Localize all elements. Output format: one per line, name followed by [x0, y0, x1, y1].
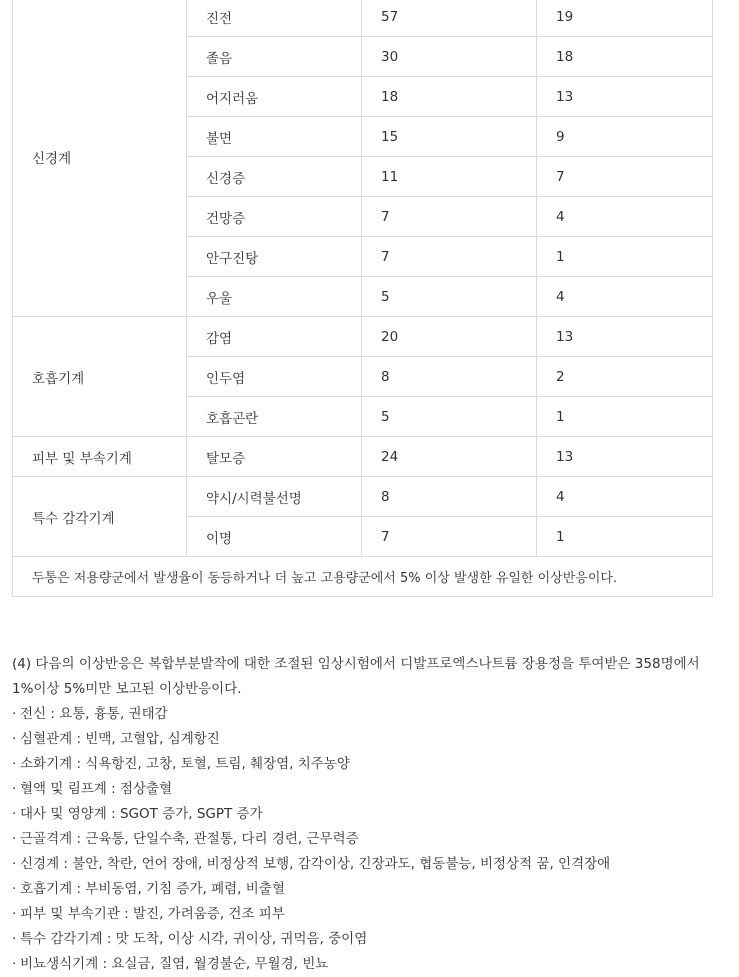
system-cell: 신경계 — [13, 0, 187, 317]
bullet-mark: · — [12, 706, 17, 722]
section-4-intro-line-2: 1%이상 5%미만 보고된 이상반응이다. — [12, 681, 242, 697]
event-cell: 인두염 — [187, 357, 362, 397]
event-cell: 안구진탕 — [187, 237, 362, 277]
bullet-mark: · — [12, 956, 17, 972]
list-item — [12, 927, 732, 952]
high-dose-count-cell: 5 — [362, 277, 537, 317]
table-footnote: 두통은 저용량군에서 발생율이 동등하거나 더 높고 고용량군에서 5% 이상 발생한 유일한 이상반응이다. — [13, 557, 713, 597]
list-item — [12, 827, 732, 852]
high-dose-count-cell: 8 — [362, 477, 537, 517]
event-cell: 감염 — [187, 317, 362, 357]
list-item-text: 피부 및 부속기관 : 발진, 가려움증, 건조 피부 — [20, 906, 285, 922]
event-cell: 약시/시력불선명 — [187, 477, 362, 517]
bullet-mark: · — [12, 756, 17, 772]
list-item-text: 소화기계 : 식욕항진, 고창, 토혈, 트림, 췌장염, 치주농양 — [20, 756, 350, 772]
high-dose-count-cell: 24 — [362, 437, 537, 477]
bullet-mark: · — [12, 856, 17, 872]
list-item — [12, 877, 732, 902]
adverse-reaction-list — [12, 702, 732, 977]
list-item — [12, 777, 732, 802]
list-item-text: 근골격계 : 근육통, 단일수축, 관절통, 다리 경련, 근무력증 — [20, 831, 359, 847]
high-dose-count-cell: 57 — [362, 0, 537, 37]
low-dose-count-cell: 4 — [537, 197, 713, 237]
low-dose-count-cell: 1 — [537, 397, 713, 437]
event-cell: 우울 — [187, 277, 362, 317]
low-dose-count-cell: 13 — [537, 77, 713, 117]
event-cell: 어지러움 — [187, 77, 362, 117]
event-cell: 탈모증 — [187, 437, 362, 477]
event-cell: 졸음 — [187, 37, 362, 77]
event-cell: 건망증 — [187, 197, 362, 237]
event-cell: 진전 — [187, 0, 362, 37]
high-dose-count-cell: 5 — [362, 397, 537, 437]
low-dose-count-cell: 4 — [537, 477, 713, 517]
high-dose-count-cell: 11 — [362, 157, 537, 197]
table-row — [13, 477, 713, 517]
event-cell: 불면 — [187, 117, 362, 157]
low-dose-count-cell: 13 — [537, 437, 713, 477]
high-dose-count-cell: 7 — [362, 197, 537, 237]
high-dose-count-cell: 20 — [362, 317, 537, 357]
table-row — [13, 317, 713, 357]
table-row — [13, 437, 713, 477]
bullet-mark: · — [12, 731, 17, 747]
section-4 — [12, 652, 732, 977]
list-item — [12, 752, 732, 777]
list-item — [12, 702, 732, 727]
event-cell: 호흡곤란 — [187, 397, 362, 437]
section-4-intro-line-1: (4) 다음의 이상반응은 복합부분발작에 대한 조절된 임상시험에서 디발프로엑스나트륨 장용정을 투여받은 358명에서 — [12, 656, 700, 672]
low-dose-count-cell: 7 — [537, 157, 713, 197]
system-cell: 특수 감각기계 — [13, 477, 187, 557]
bullet-mark: · — [12, 806, 17, 822]
list-item-text: 심혈관계 : 빈맥, 고혈압, 심계항진 — [20, 731, 220, 747]
bullet-mark: · — [12, 881, 17, 897]
bullet-mark: · — [12, 781, 17, 797]
adverse-events-table-body — [13, 0, 713, 597]
list-item — [12, 727, 732, 752]
bullet-mark: · — [12, 906, 17, 922]
list-item-text: 대사 및 영양계 : SGOT 증가, SGPT 증가 — [20, 806, 263, 822]
event-cell: 신경증 — [187, 157, 362, 197]
high-dose-count-cell: 7 — [362, 237, 537, 277]
low-dose-count-cell: 13 — [537, 317, 713, 357]
bullet-mark: · — [12, 831, 17, 847]
low-dose-count-cell: 19 — [537, 0, 713, 37]
list-item-text: 비뇨생식기계 : 요실금, 질염, 월경불순, 무월경, 빈뇨 — [20, 956, 329, 972]
low-dose-count-cell: 9 — [537, 117, 713, 157]
list-item-text: 호흡기계 : 부비동염, 기침 증가, 폐렴, 비출혈 — [20, 881, 285, 897]
bullet-mark: · — [12, 931, 17, 947]
list-item-text: 전신 : 요통, 흉통, 권태감 — [20, 706, 168, 722]
list-item — [12, 802, 732, 827]
high-dose-count-cell: 7 — [362, 517, 537, 557]
high-dose-count-cell: 18 — [362, 77, 537, 117]
high-dose-count-cell: 8 — [362, 357, 537, 397]
list-item-text: 혈액 및 림프계 : 점상출혈 — [20, 781, 173, 797]
low-dose-count-cell: 2 — [537, 357, 713, 397]
low-dose-count-cell: 18 — [537, 37, 713, 77]
list-item — [12, 852, 732, 877]
low-dose-count-cell: 1 — [537, 237, 713, 277]
table-footnote-row — [13, 557, 713, 597]
list-item-text: 특수 감각기계 : 맛 도착, 이상 시각, 귀이상, 귀먹음, 중이염 — [20, 931, 368, 947]
list-item — [12, 902, 732, 927]
system-cell: 피부 및 부속기계 — [13, 437, 187, 477]
high-dose-count-cell: 30 — [362, 37, 537, 77]
high-dose-count-cell: 15 — [362, 117, 537, 157]
system-cell: 호흡기계 — [13, 317, 187, 437]
list-item — [12, 952, 732, 977]
list-item-text: 신경계 : 불안, 착란, 언어 장애, 비정상적 보행, 감각이상, 긴장과도, 협동불능, 비정상적 꿈, 인격장애 — [20, 856, 611, 872]
low-dose-count-cell: 4 — [537, 277, 713, 317]
adverse-events-table — [12, 0, 713, 597]
event-cell: 이명 — [187, 517, 362, 557]
table-row — [13, 0, 713, 37]
low-dose-count-cell: 1 — [537, 517, 713, 557]
